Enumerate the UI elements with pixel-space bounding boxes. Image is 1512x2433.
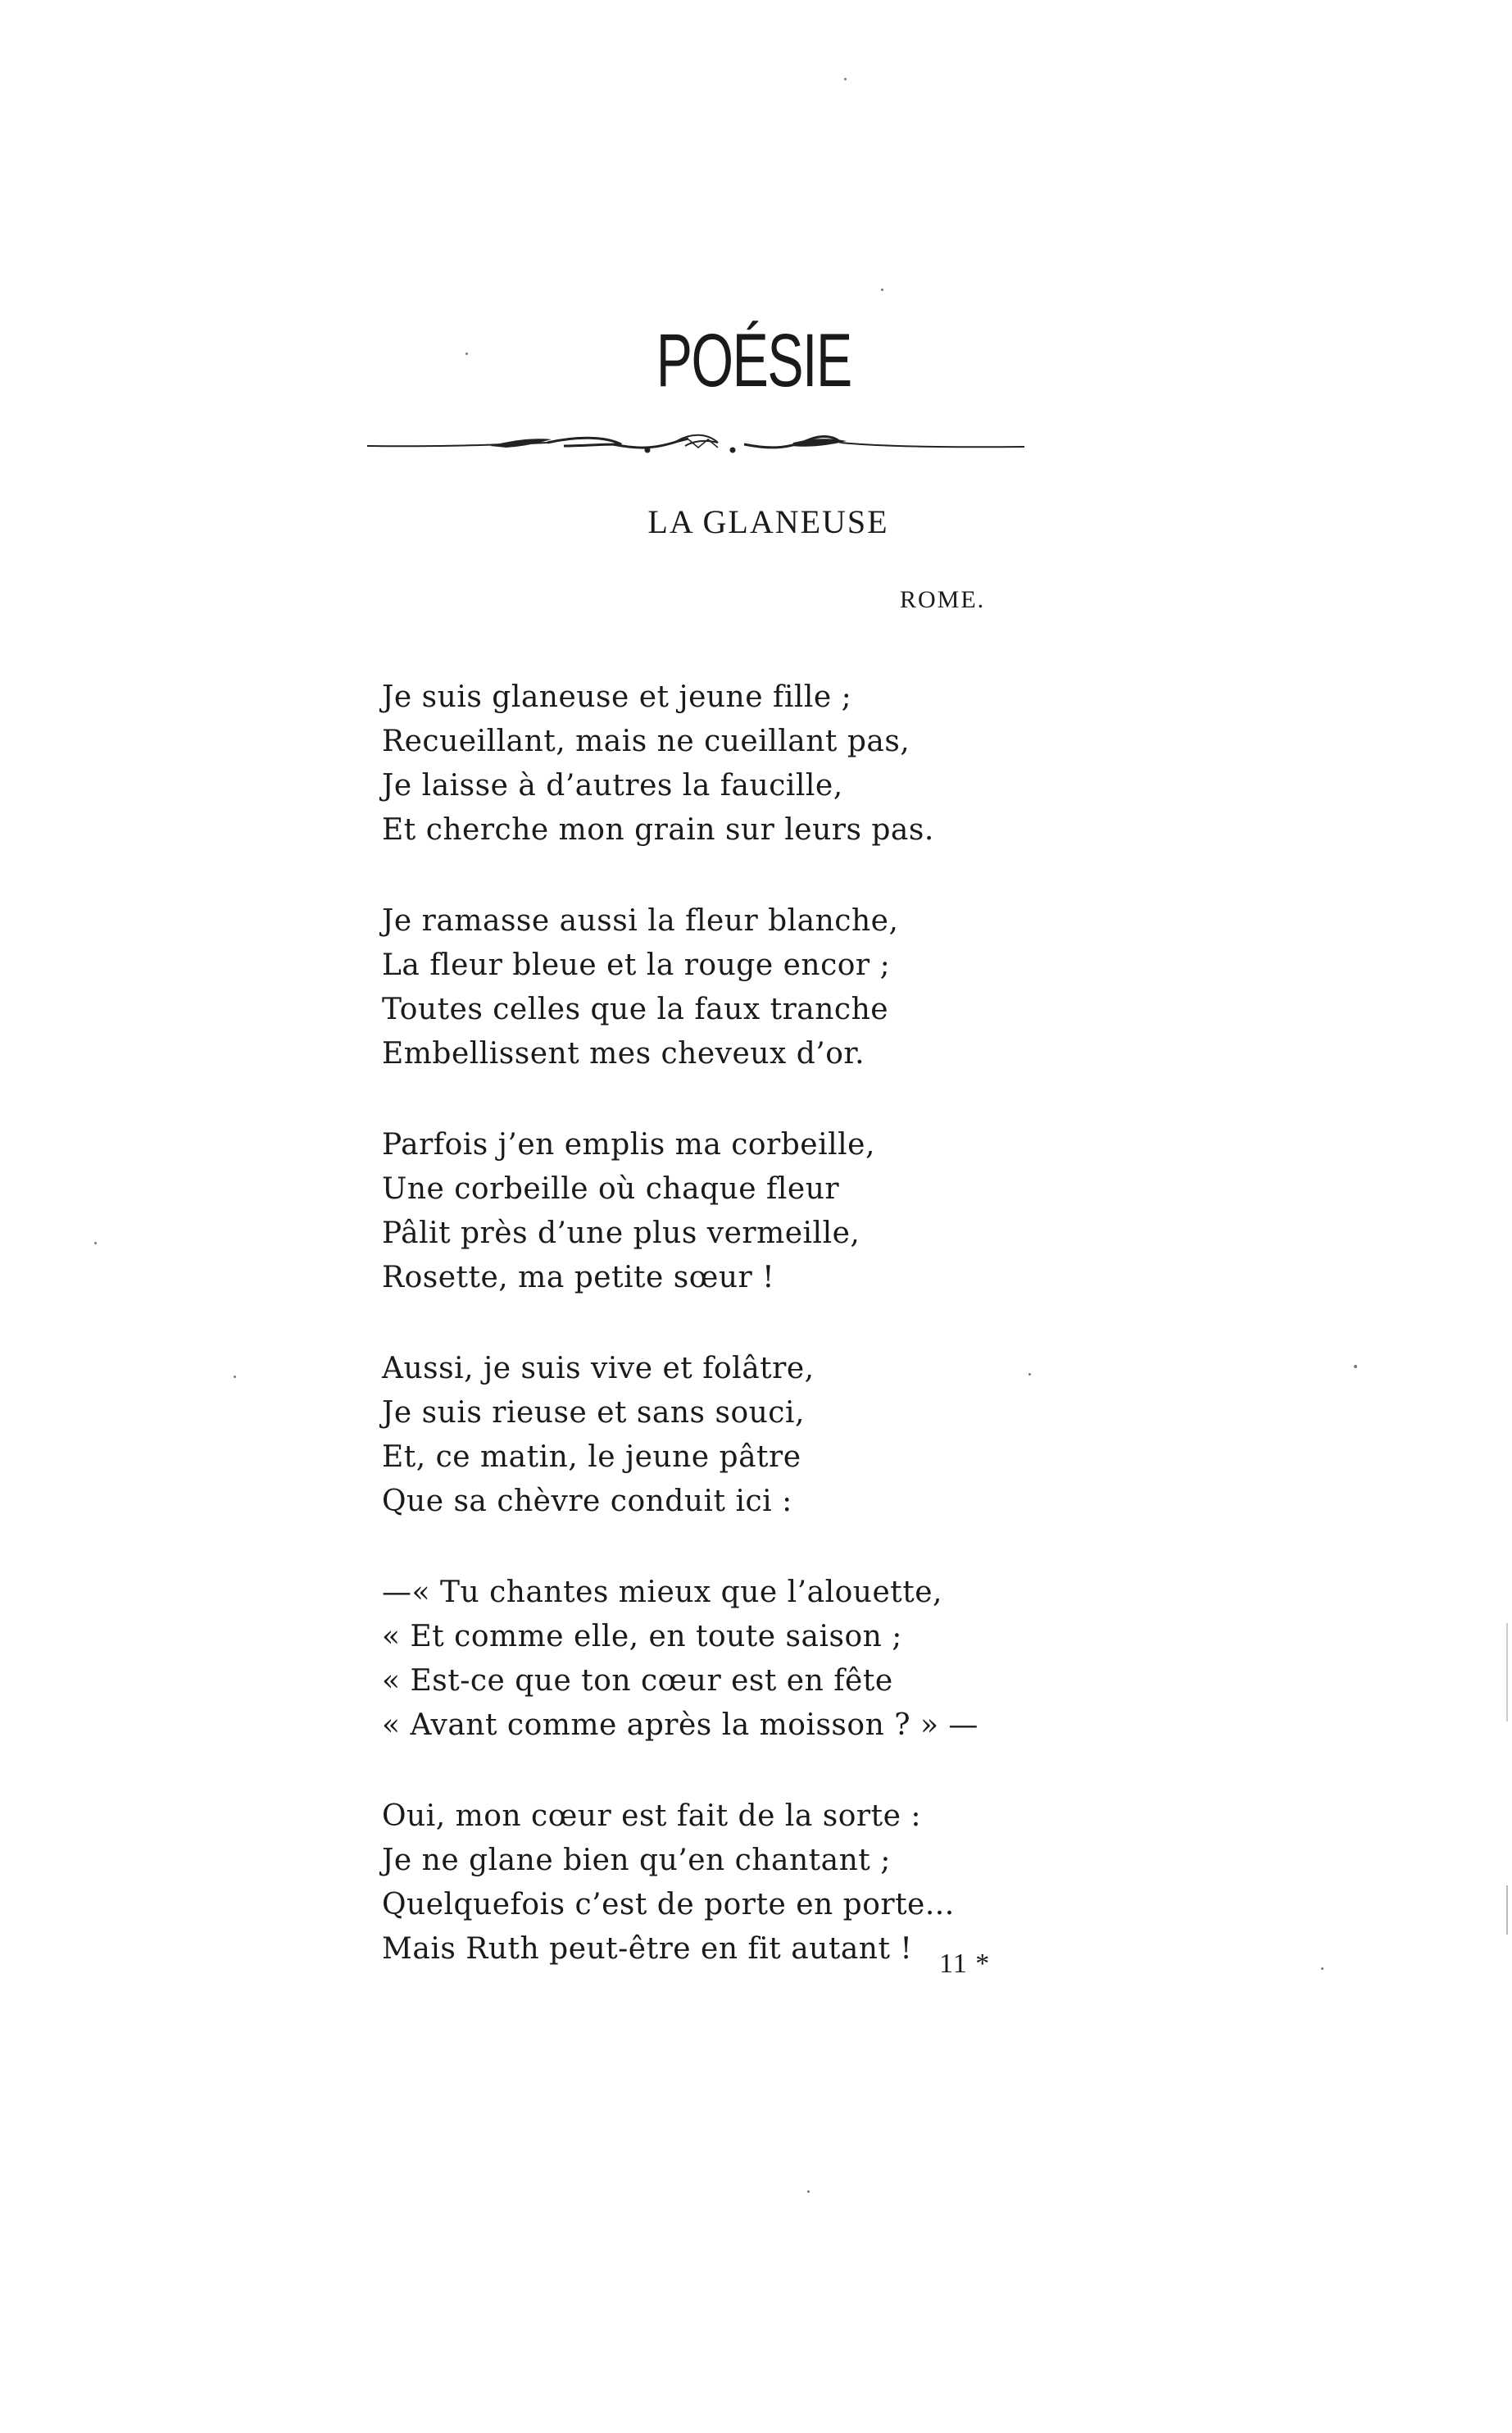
verse-line: Pâlit près d’une plus vermeille, xyxy=(382,1216,860,1250)
verse-line: —« Tu chantes mieux que l’alouette, xyxy=(382,1576,942,1609)
paper-speck xyxy=(881,289,883,291)
poem-location: ROME. xyxy=(900,586,986,613)
paper-speck xyxy=(1354,1365,1357,1368)
verse-line: Je laisse à d’autres la faucille, xyxy=(382,769,843,803)
verse-line: Je ramasse aussi la fleur blanche, xyxy=(382,904,899,938)
decorative-rule-icon xyxy=(367,428,1024,461)
verse-line: Embellissent mes cheveux d’or. xyxy=(382,1037,865,1071)
paper-speck xyxy=(1028,1373,1031,1376)
stanza-3 xyxy=(382,1123,1119,1300)
stanza-2 xyxy=(382,899,1119,1076)
paper-speck xyxy=(807,2190,810,2193)
poem-body xyxy=(382,675,1119,2018)
verse-line: Quelquefois c’est de porte en porte... xyxy=(382,1888,955,1921)
verse-line: Je ne glane bien qu’en chantant ; xyxy=(382,1844,891,1877)
section-title: POÉSIE xyxy=(656,319,851,402)
verse-line: Aussi, je suis vive et folâtre, xyxy=(382,1352,815,1385)
verse-line: Rosette, ma petite sœur ! xyxy=(382,1261,775,1294)
verse-line: La fleur bleue et la rouge encor ; xyxy=(382,948,891,982)
paper-speck xyxy=(844,78,847,80)
verse-line: Et, ce matin, le jeune pâtre xyxy=(382,1440,801,1474)
verse-line: Et cherche mon grain sur leurs pas. xyxy=(382,813,934,847)
stanza-6 xyxy=(382,1794,1119,1971)
paper-speck xyxy=(1506,1885,1508,1935)
page-number: 11 * xyxy=(939,1949,991,1979)
stanza-1 xyxy=(382,675,1119,853)
verse-line: Parfois j’en emplis ma corbeille, xyxy=(382,1128,875,1162)
stanza-5 xyxy=(382,1571,1119,1748)
verse-line: Que sa chèvre conduit ici : xyxy=(382,1485,792,1518)
verse-line: « Avant comme après la moisson ? » — xyxy=(382,1708,978,1742)
stanza-4 xyxy=(382,1347,1119,1524)
paper-speck xyxy=(234,1376,236,1378)
verse-line: Recueillant, mais ne cueillant pas, xyxy=(382,725,910,758)
verse-line: Mais Ruth peut-être en fit autant ! xyxy=(382,1932,913,1966)
paper-speck xyxy=(94,1242,97,1244)
paper-speck xyxy=(1321,1967,1324,1970)
paper-speck xyxy=(1506,1623,1508,1721)
verse-line: Une corbeille où chaque fleur xyxy=(382,1172,840,1206)
poem-title: LA GLANEUSE xyxy=(647,503,889,540)
verse-line: Oui, mon cœur est fait de la sorte : xyxy=(382,1799,921,1833)
verse-line: Je suis glaneuse et jeune fille ; xyxy=(382,680,852,714)
verse-line: Toutes celles que la faux tranche xyxy=(382,993,889,1026)
verse-line: « Et comme elle, en toute saison ; xyxy=(382,1620,902,1653)
verse-line: Je suis rieuse et sans souci, xyxy=(382,1396,805,1430)
verse-line: « Est-ce que ton cœur est en fête xyxy=(382,1664,893,1698)
paper-speck xyxy=(465,352,468,355)
